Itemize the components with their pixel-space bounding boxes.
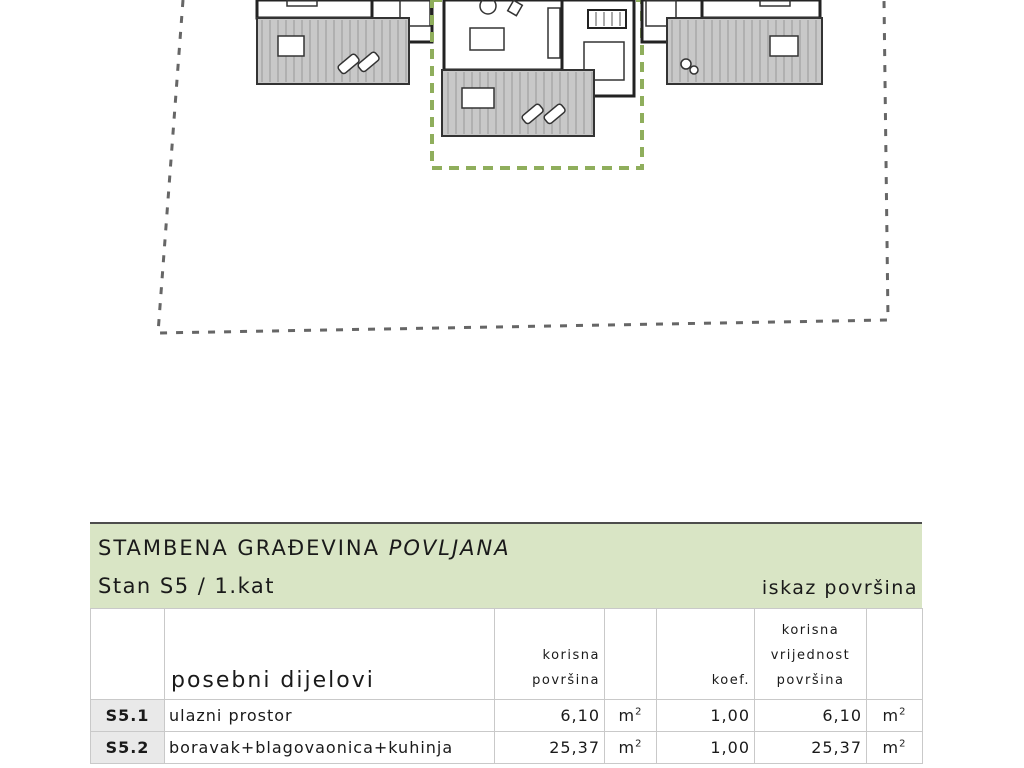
header-parts: posebni dijelovi (165, 609, 495, 700)
header-unit (605, 609, 657, 700)
row-unit: $m^2$ (605, 700, 657, 732)
row-value: 25,37 (755, 732, 867, 764)
row-coef: 1,00 (657, 700, 755, 732)
row-code: S5.2 (91, 732, 165, 764)
section-label: iskaz površina (761, 577, 918, 599)
central-apartment (432, 0, 642, 168)
left-wing (257, 0, 432, 84)
row-unit2: $m^2$ (867, 732, 923, 764)
header-value: korisna vrijednost površina (755, 609, 867, 700)
table-row (91, 732, 923, 764)
building-title: STAMBENA GRAĐEVINA POVLJANA (98, 536, 511, 560)
row-unit2: $m^2$ (867, 700, 923, 732)
row-name: ulazni prostor (165, 700, 495, 732)
row-area: 6,10 (495, 700, 605, 732)
header-coef: koef. (657, 609, 755, 700)
header-area: korisna površina (495, 609, 605, 700)
row-area: 25,37 (495, 732, 605, 764)
project-name: POVLJANA (388, 536, 511, 560)
right-wing (642, 0, 822, 84)
header-code (91, 609, 165, 700)
row-value: 6,10 (755, 700, 867, 732)
table-title-block (90, 524, 922, 608)
apartment-subtitle: Stan S5 / 1.kat (98, 574, 275, 598)
area-table (90, 522, 922, 764)
header-unit2 (867, 609, 923, 700)
header-row (91, 609, 923, 700)
table-row (91, 700, 923, 732)
row-coef: 1,00 (657, 732, 755, 764)
row-unit: $m^2$ (605, 732, 657, 764)
row-name: boravak+blagovaonica+kuhinja (165, 732, 495, 764)
row-code: S5.1 (91, 700, 165, 732)
area-grid (90, 608, 923, 764)
